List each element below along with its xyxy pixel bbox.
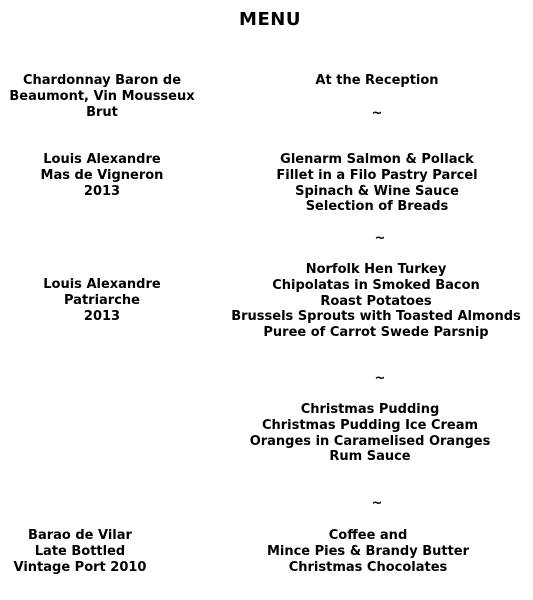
course-starter-line-4: Selection of Breads: [305, 199, 449, 215]
wine-1-line-3: Brut: [86, 104, 118, 120]
wine-1: [2, 73, 202, 120]
course-starter: [227, 152, 527, 215]
course-dessert-line-4: Rum Sauce: [329, 449, 411, 465]
course-coffee-line-3: Christmas Chocolates: [288, 559, 448, 575]
course-starter-line-3: Spinach & Wine Sauce: [295, 183, 459, 199]
course-reception-line-1: At the Reception: [315, 73, 439, 88]
wine-3-line-1: Louis Alexandre: [43, 277, 161, 292]
course-reception: [227, 73, 527, 89]
wine-1-line-1: Chardonnay Baron de: [22, 73, 182, 88]
course-dessert-line-1: Christmas Pudding: [300, 402, 440, 417]
course-main-line-4: Brussels Sprouts with Toasted Almonds: [231, 309, 521, 325]
course-coffee: [218, 528, 518, 575]
course-dessert-line-2: Christmas Pudding Ice Cream: [261, 417, 479, 433]
separator-3: ~: [374, 371, 386, 386]
course-coffee-line-1: Coffee and: [328, 528, 408, 543]
wine-4-line-2: Late Bottled: [34, 543, 126, 559]
course-main-line-3: Roast Potatoes: [320, 293, 432, 309]
course-dessert-line-3: Oranges in Caramelised Oranges: [249, 433, 491, 449]
course-coffee-line-2: Mince Pies & Brandy Butter: [266, 543, 470, 559]
course-main-line-2: Chipolatas in Smoked Bacon: [272, 277, 480, 293]
course-main: [226, 262, 526, 341]
course-starter-line-1: Glenarm Salmon & Pollack: [280, 152, 474, 167]
wine-2-line-1: Louis Alexandre: [43, 152, 161, 167]
separator-1: ~: [371, 106, 383, 121]
separator-4: ~: [371, 496, 383, 511]
separator-2: ~: [374, 231, 386, 246]
course-dessert: [220, 402, 520, 465]
wine-3-line-3: 2013: [83, 308, 121, 324]
wine-1-line-2: Beaumont, Vin Mousseux: [9, 88, 195, 104]
course-starter-line-2: Fillet in a Filo Pastry Parcel: [276, 167, 478, 183]
wine-2-line-2: Mas de Vigneron: [40, 167, 164, 183]
course-main-line-5: Puree of Carrot Swede Parsnip: [263, 325, 489, 341]
menu-title: MENU: [239, 9, 301, 30]
wine-3: [2, 277, 202, 324]
wine-2-line-3: 2013: [83, 183, 121, 199]
course-main-line-1: Norfolk Hen Turkey: [305, 262, 447, 277]
wine-2: [2, 152, 202, 199]
wine-4-line-1: Barao de Vilar: [28, 528, 132, 543]
wine-4-line-3: Vintage Port 2010: [13, 559, 147, 575]
wine-3-line-2: Patriarche: [64, 292, 140, 308]
wine-4: [0, 528, 180, 575]
